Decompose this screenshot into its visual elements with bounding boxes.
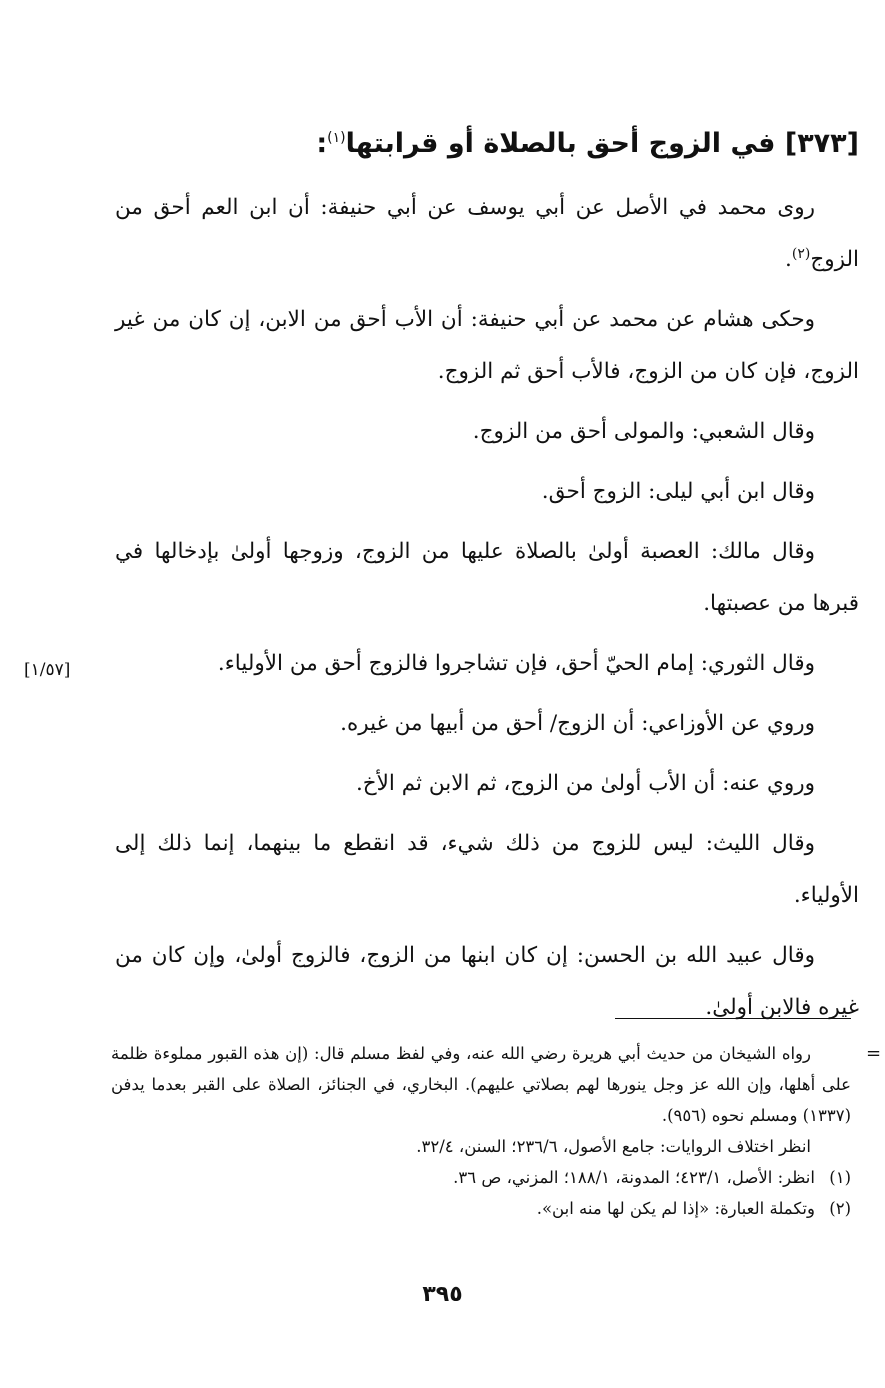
paragraph <box>115 294 859 398</box>
footnote-item <box>111 1162 851 1193</box>
paragraph-text: وقال مالك: العصبة أولىٰ بالصلاة عليها من الزوج، وزوجها أولىٰ بإدخالها في قبرها من عصبتها. <box>115 539 859 616</box>
body-text <box>115 182 859 1042</box>
paragraph-text: وحكى هشام عن محمد عن أبي حنيفة: أن الأب أحق من الابن، إن كان من غير الزوج، فإن كان من الزوج، فالأب أحق ثم الزوج. <box>115 307 859 384</box>
paragraph-text: وقال الليث: ليس للزوج من ذلك شيء، قد انقطع ما بينهما، إنما ذلك إلى الأولياء. <box>115 831 859 908</box>
manuscript-folio-ref: [١/٥٧] <box>24 660 71 680</box>
paragraph-text: وقال الشعبي: والمولى أحق من الزوج. <box>472 419 815 444</box>
footnotes <box>111 1038 851 1224</box>
heading-footnote-mark[interactable]: (١) <box>327 130 346 146</box>
paragraph <box>115 698 859 750</box>
footnote-continuation-2: انظر اختلاف الروايات: جامع الأصول، ٢٣٦/٦؛ السنن، ٣٢/٤. <box>416 1137 811 1156</box>
paragraph <box>115 526 859 630</box>
paragraph <box>115 406 859 458</box>
paragraph-tail: . <box>785 247 792 272</box>
paragraph-text: وقال الثوري: إمام الحيّ أحق، فإن تشاجروا فالزوج أحق من الأولياء. <box>217 651 815 676</box>
section-heading <box>99 122 859 166</box>
paragraph-text: روى محمد في الأصل عن أبي يوسف عن أبي حنيفة: أن ابن العم أحق من الزوج <box>115 195 859 272</box>
footnote-mark[interactable]: (٢) <box>791 245 811 262</box>
footnote-number: (١) <box>829 1168 851 1187</box>
footnote-item <box>111 1193 851 1224</box>
paragraph-text: وقال عبيد الله بن الحسن: إن كان ابنها من الزوج، فالزوج أولىٰ، وإن كان من غيره فالابن أولىٰ. <box>115 943 859 1020</box>
paragraph-text: وروي عنه: أن الأب أولىٰ من الزوج، ثم الابن ثم الأخ. <box>355 771 815 796</box>
footnote-continuation: رواه الشيخان من حديث أبي هريرة رضي الله عنه، وفي لفظ مسلم قال: (إن هذه القبور مملوءة ظلمة على أهلها، وإن الله عز وجل ينورها لهم بصلاتي عليهم). البخاري، في الجنائز، الصلاة على القبر بعدما يدفن (١٣٣٧) ومسلم نحوه (٩٥٦). <box>111 1044 851 1125</box>
paragraph <box>115 638 859 690</box>
heading-colon: : <box>316 128 328 159</box>
paragraph-text: وقال ابن أبي ليلى: الزوج أحق. <box>541 479 815 504</box>
footnote-text: وتكملة العبارة: «إذا لم يكن لها منه ابن». <box>536 1199 815 1218</box>
footnote-text: انظر: الأصل، ٤٢٣/١؛ المدونة، ١٨٨/١؛ المزني، ص ٣٦. <box>453 1168 815 1187</box>
page-number: ٣٩٥ <box>422 1282 463 1307</box>
heading-text: [٣٧٣] في الزوج أحق بالصلاة أو قرابتها <box>345 128 859 159</box>
paragraph-text: وروي عن الأوزاعي: أن الزوج/ أحق من أبيها من غيره. <box>340 711 815 736</box>
paragraph <box>115 182 859 286</box>
paragraph <box>115 466 859 518</box>
footnote-number: (٢) <box>829 1199 851 1218</box>
paragraph <box>115 818 859 922</box>
footnote-separator <box>615 1018 851 1019</box>
footnote-continuation-mark: = <box>866 1043 882 1064</box>
paragraph <box>115 758 859 810</box>
